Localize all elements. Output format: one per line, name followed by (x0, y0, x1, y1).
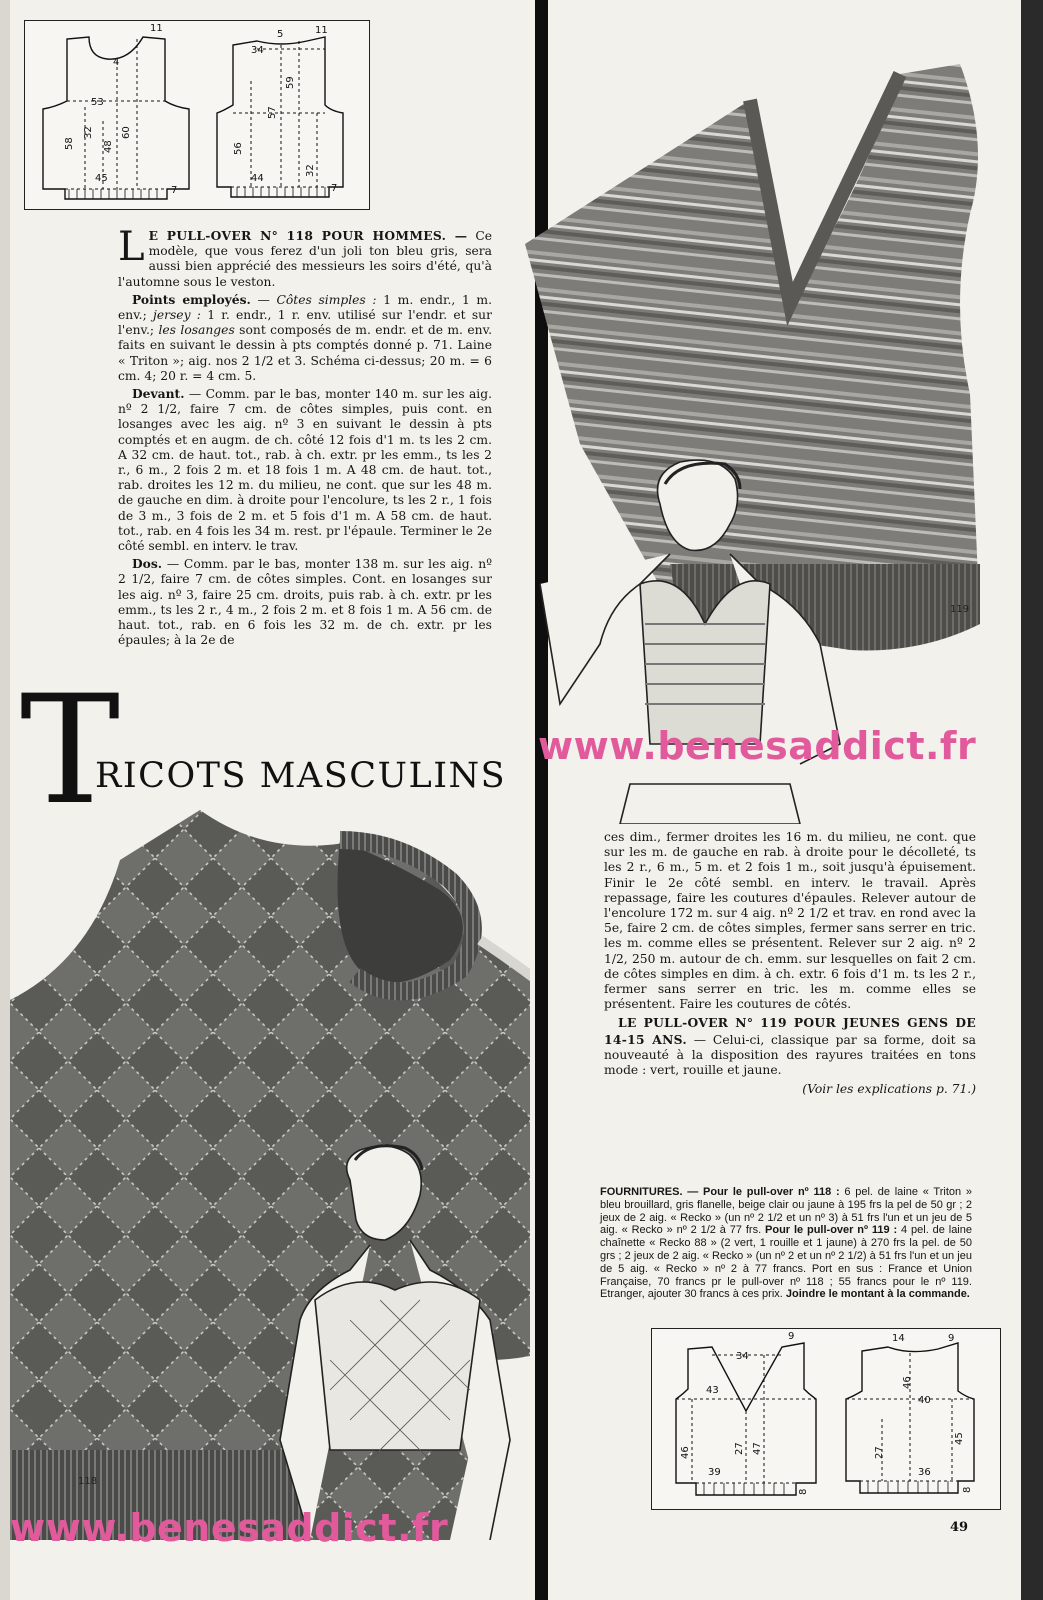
schema-119-back-label: 8 (962, 1486, 973, 1493)
points-text: sont composés de m. endr. et de m. env. faits en suivant le dessin à pts comptés donné p. 71. Laine « Triton »; aig. nos 2 1/2 et 3. Schéma ci-dessus; 20 m. = 6 cm. 4; 20 r. = 4 cm. 5. (118, 323, 492, 383)
schema-118-back-label: 5 (277, 29, 284, 40)
fournitures-body-119: 4 pel. de laine chaînette « Recko 88 » (2 vert, 1 rouille et 1 jaune) à 270 frs la pel. de 50 grs ; 2 jeux de 2 aig. « Recko » (un nº 2 et un nº 2 1/2) à 51 frs l'un et un jeu de 5 aig. « Recko » nº 2 à 77 francs. Port en sus : France et Union Française, 70 francs pr le pull-over nº 118 ; 55 francs pour le nº 119. Etranger, ajouter 30 francs à ces prix. (600, 1224, 972, 1301)
points-label: Points employés. (132, 291, 251, 307)
heading-initial: T (20, 664, 121, 838)
heading-title: RICOTS MASCULINS (95, 756, 507, 796)
page-number: 49 (950, 1520, 969, 1535)
schema-119-front-label: 9 (788, 1331, 795, 1342)
continuation-text (604, 830, 976, 1097)
schema-118-back-label: 59 (285, 76, 296, 89)
schema-118-back-label: 56 (233, 142, 244, 155)
schema-118 (24, 20, 370, 210)
dropcap-letter: L (118, 224, 145, 270)
fournitures-body: 6 pel. de laine « Triton » bleu brouillard, gris flanelle, beige clair ou jaune à 195 frs la pel de 50 gr ; 2 jeux de 2 aig. « Recko » (un nº 2 1/2 et un nº 3) à 51 frs l'un et un jeu de 5 aig. « Recko » nº 2 1/2 à 77 frs. (600, 1186, 972, 1237)
schema-119-back-label: 36 (918, 1467, 931, 1478)
schema-119-front-label: 39 (708, 1467, 721, 1478)
schema-119-front-label: 43 (706, 1385, 719, 1396)
schema-119-back-label: 45 (954, 1432, 965, 1445)
schema-118-back-label: 11 (315, 25, 328, 36)
schema-118-front-label: 45 (95, 173, 108, 184)
schema-118-back-label: 57 (267, 106, 278, 119)
schema-118-back-label: 32 (305, 164, 316, 177)
devant-text: — Comm. par le bas, monter 140 m. sur les aig. nº 2 1/2, faire 7 cm. de côtes simples, puis cont. en losanges avec les aig. nº 3 en suivant le dessin à pts comptés et en augm. de ch. côté 12 fois d'1 m. ts les 2 cm. A 32 cm. de haut. tot., rab. à ch. extr. pr les emm., ts les 2 r., 6 m., 2 fois 2 m. et 18 fois 1 m. A 48 cm. de haut. tot., rab. droites les 12 m. du milieu, ne cont. que sur les 48 m. de gauche en dim. à droite pour l'encolure, ts les 2 r., 1 fois de 3 m., 3 fois de 2 m. et 5 fois d'1 m. A 58 cm. de haut. tot., rab. en 4 fois les 34 m. rest. pr l'épaule. Terminer le 2e côté sembl. en interv. le trav. (118, 387, 492, 554)
fournitures-closing: Joindre le montant à la commande. (785, 1288, 970, 1301)
see-explanations: (Voir les explications p. 71.) (802, 1082, 976, 1097)
schema-118-back-label: 34 (251, 45, 264, 56)
schema-118-front-label: 4 (113, 57, 120, 68)
dos-text: — Comm. par le bas, monter 138 m. sur les aig. nº 2 1/2, faire 7 cm. de côtes simples. Cont. en losanges sur les aig. nº 3, faire 25 cm. droits, puis rab. à ch. extr. pr les emm., ts les 2 r., 4 m., 2 fois 2 m. et 8 fois 1 m. A 56 cm. de haut. tot., rab. en 6 fois les 32 m. de ch. extr. pr les épaules; à la 2e de (118, 557, 492, 648)
points-italic: Côtes simples : (276, 292, 377, 307)
schema-119-front-label: 8 (798, 1488, 809, 1495)
schema-119-back-label: 14 (892, 1333, 905, 1344)
watermark-right: www.benesaddict.fr (538, 724, 977, 768)
devant-label: Devant. (132, 386, 185, 402)
schema-119-back-label: 46 (902, 1376, 913, 1389)
article-119-title: LE PULL-OVER N° 119 POUR JEUNES GENS DE 14-15 ANS. (604, 1015, 976, 1047)
schema-118-back (217, 37, 343, 197)
schema-119-front-label: 47 (752, 1442, 763, 1455)
points-italic: les losanges (158, 323, 235, 338)
points-text: 1 r. endr., 1 r. env. utilisé sur l'endr. et sur l'env.; (118, 308, 492, 338)
article-118-title: E PULL-OVER N° 118 POUR HOMMES. — (148, 228, 468, 243)
continuation-body: ces dim., fermer droites les 16 m. du milieu, ne cont. que sur les m. de gauche en rab. à droite pour le décolleté, ts les 2 r., 6 m., 5 m. et 2 fois 1 m., soit jusqu'à épuisement. Finir le 2e côté sembl. en interv. le travail. Après repassage, faire les coutures d'épaules. Relever autour de l'encolure 172 m. sur 4 aig. nº 2 1/2 et trav. en rond avec la 5e, faire 2 cm. de côtes simples, fermer sans serrer en tric. les m. comme elles se présentent. Relever sur 2 aig. nº 2 1/2, 250 m. autour de ch. emm. sur lesquelles on fait 2 cm. de côtes simples en dim. à ch. extr. 6 fois d'1 m. ts les 2 r., fermer sans serrer en tric. les m. comme elles se présentent. Faire les coutures de côtés. (604, 830, 976, 1012)
photo-sweater-119 (520, 64, 1021, 824)
photo-sweater-118 (10, 800, 530, 1540)
article-118 (118, 224, 492, 648)
schema-118-back-label: 44 (251, 173, 264, 184)
points-text: — (250, 292, 277, 307)
schema-118-front-label: 53 (91, 97, 104, 108)
schema-118-front-label: 48 (103, 140, 114, 153)
schema-119-front-label: 27 (734, 1442, 745, 1455)
points-text: 1 m. endr., 1 m. env.; (118, 292, 492, 323)
schema-119 (651, 1328, 1001, 1510)
dos-label: Dos. (132, 556, 163, 572)
fournitures-label-119: Pour le pull-over nº 119 : (765, 1224, 898, 1237)
article-118-intro: Ce modèle, que vous ferez d'un joli ton bleu gris, sera aussi bien apprécié des messieurs les soirs d'été, qu'à l'automne sous le veston. (118, 229, 492, 289)
schema-119-front (676, 1343, 816, 1495)
schema-119-back-label: 40 (918, 1395, 931, 1406)
schema-118-front-label: 32 (83, 126, 94, 139)
schema-118-back-label: 7 (331, 183, 338, 194)
schema-118-front-label: 60 (121, 126, 132, 139)
schema-118-front-label: 11 (150, 23, 163, 34)
schema-119-back (846, 1343, 974, 1493)
sweater-119-body (525, 64, 980, 644)
photo-ref-118: 118 (78, 1476, 98, 1487)
schema-118-front-label: 58 (64, 137, 75, 150)
fournitures-label: FOURNITURES. — Pour le pull-over nº 118 : (600, 1186, 840, 1198)
schema-119-front-label: 34 (736, 1351, 749, 1362)
photo-ref-119: 119 (950, 604, 970, 615)
schema-119-back-label: 9 (948, 1333, 955, 1344)
schema-119-back-label: 27 (874, 1446, 885, 1459)
schema-118-front-label: 7 (171, 185, 178, 196)
article-119-text: — Celui-ci, classique par sa forme, doit sa nouveauté à la disposition des rayures traitées en tons mode : vert, rouille et jaune. (604, 1032, 977, 1078)
points-italic: jersey : (153, 308, 201, 323)
fournitures-text (600, 1186, 972, 1301)
schema-119-front-label: 46 (680, 1446, 691, 1459)
watermark-left: www.benesaddict.fr (10, 1506, 449, 1550)
left-page-edge (0, 0, 10, 1600)
right-page-edge (1021, 0, 1043, 1600)
